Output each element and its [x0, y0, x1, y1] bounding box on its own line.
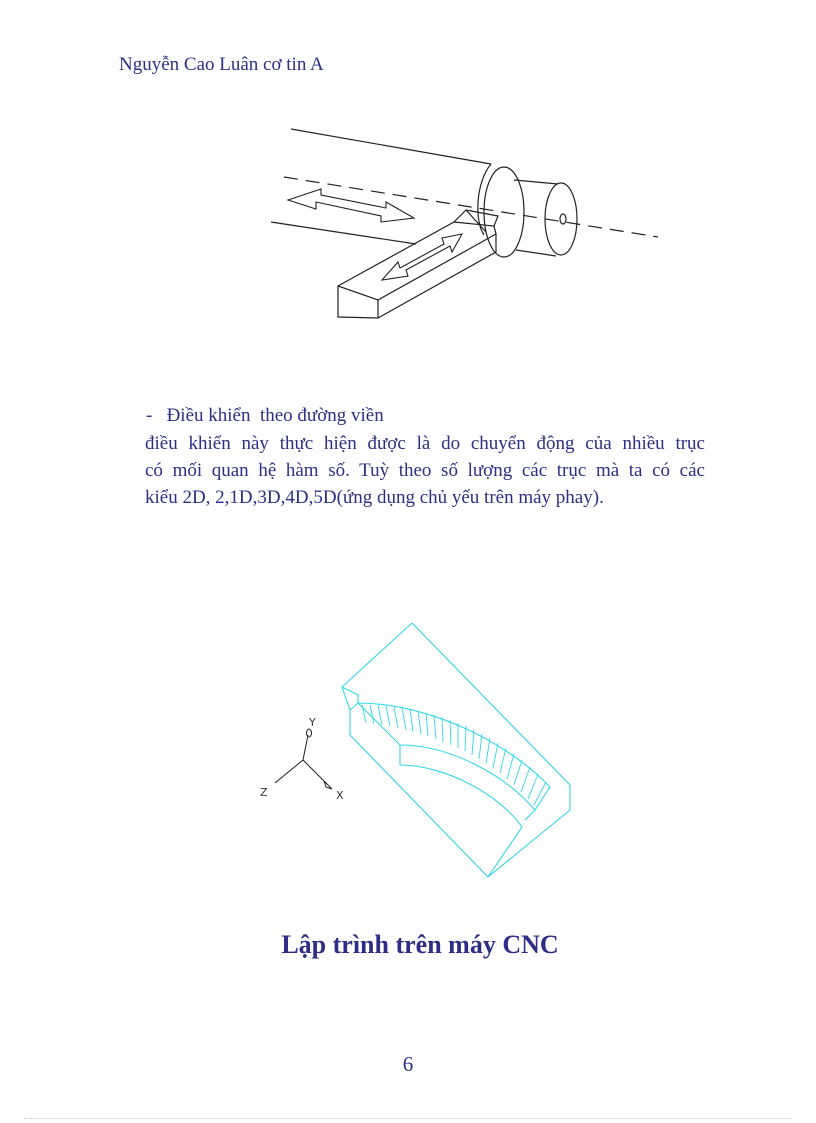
tool-top-face [338, 222, 496, 300]
workpiece-bottom-edge [271, 222, 416, 244]
axis-y-line [303, 735, 308, 760]
paragraph-line-2: có mối quan hệ hàm số. Tuỳ theo số lượng các trục mà ta có các [145, 460, 705, 481]
slot-bottom [400, 765, 522, 827]
axis-y-label: Y [309, 716, 316, 729]
axes-symbol [275, 729, 332, 789]
page-number: 6 [402, 1052, 414, 1076]
page-bottom-border [24, 1118, 792, 1119]
workpiece-top-edge [291, 129, 491, 164]
block-edge [342, 687, 358, 710]
tool-front-face [338, 286, 378, 318]
tool-tip [454, 210, 498, 232]
tool-side-face [378, 234, 496, 318]
figure-contour-milling [250, 615, 590, 885]
block-outline [342, 623, 570, 877]
paragraph [145, 430, 705, 511]
spindle-end [545, 183, 577, 255]
header-author: Nguyễn Cao Luân cơ tin A [119, 54, 324, 75]
axis-z-line [275, 760, 303, 783]
paragraph-line-3: kiểu 2D, 2,1D,3D,4D,5D(ứng dụng chủ yếu trên máy phay). [145, 487, 604, 508]
figure-turning-diagram [266, 122, 666, 327]
paragraph-line-1: điều khiển này thực hiện được là do chuyển động của nhiều trục [145, 433, 705, 454]
slot-inner-curve [400, 745, 535, 810]
spindle-top [514, 180, 558, 184]
axis-z-label: Z [260, 786, 268, 799]
slot-step [358, 703, 400, 765]
slot-outer-curve [358, 703, 550, 787]
spindle-bottom [516, 250, 556, 256]
block-lower [488, 827, 522, 877]
spindle-center [560, 214, 566, 224]
axis-x-label: X [336, 789, 344, 802]
section-title: Lập trình trên máy CNC [281, 930, 559, 959]
axial-feed-arrow [288, 189, 414, 222]
bullet-heading: - Điều khiển theo đường viền [146, 405, 384, 426]
